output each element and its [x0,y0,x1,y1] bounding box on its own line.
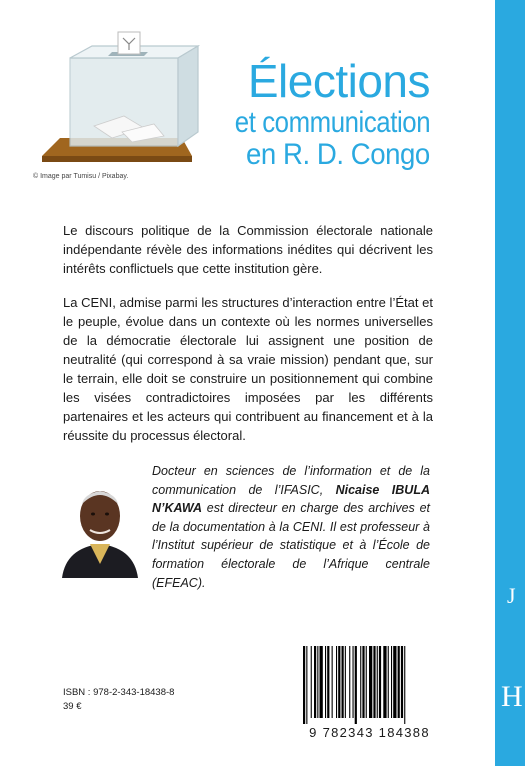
book-subtitle-line: en R. D. Congo [246,138,430,171]
barcode-bar [388,646,389,718]
barcode-bar [311,646,312,718]
summary-paragraph: La CENI, admise parmi les structures d’interaction entre l’État et le peuple, évolue dans un contexte où les normes universelles de la démocratie électorale lui assignent une position de neutralité (qui correspond à sa vraie mission) pendant que, sur le terrain, elle doit se construire un positionnement qui combine les visées contradictoires imposées par les différents partenaires et les acteurs qui contribuent au financement et à la réussite du processus électoral. [63,295,433,443]
spine-letter: J [507,583,516,608]
image-credit: © Image par Tumisu / Pixabay. [33,173,129,180]
barcode-bar [360,646,361,718]
barcode-bar [345,646,346,718]
barcode-bar [404,646,405,724]
author-photo [60,478,140,578]
barcode-bar [383,646,386,718]
barcode-bar [369,646,372,718]
spine-letter: H [501,680,523,713]
barcode-bar [342,646,344,718]
barcode-bar [314,646,316,718]
barcode-bar [353,646,354,718]
price-text: 39 € [63,701,82,712]
barcode-bar [393,646,396,718]
barcode-bar [336,646,337,718]
barcode-bar [303,646,305,724]
author-bio [152,462,430,592]
barcode-bar [338,646,340,718]
barcode-bar [306,646,307,724]
barcode-bar [332,646,333,718]
barcode-bar [320,646,323,718]
author-name: Nicaise IBULA N’KAWA [152,482,430,516]
publication-info [63,686,174,714]
barcode-bar [379,646,381,718]
book-spine [495,0,525,766]
barcode-bar [391,646,392,718]
isbn-text: ISBN : 978-2-343-18438-8 [63,687,175,698]
barcode-bar [317,646,318,718]
barcode-bar [373,646,375,718]
barcode-bar [366,646,367,718]
ballot-box-image [32,28,202,168]
barcode-image [300,644,440,724]
barcode-bar [355,646,357,724]
barcode-bar [327,646,329,718]
book-subtitle-line: et communication [234,106,430,139]
barcode-bar [401,646,403,718]
author-bio-text: est directeur en charge des archives et de la documentation à la CENI. Il est professeur à l’Institut supérieur de statistique et à l’École de formation électorale de l’Afrique centrale (EFEAC). [152,501,430,590]
barcode-bar [349,646,350,718]
barcode-bar [377,646,378,718]
book-title: Élections [247,55,430,107]
barcode-digits: 9 782343 184388 [309,725,430,740]
summary-paragraph: Le discours politique de la Commission électorale nationale indépendante révèle des informations inédites qui décrivent les intérêts conflictuels que cette institution gère. [63,223,433,276]
barcode-bar [398,646,400,718]
barcode-bar [325,646,326,718]
barcode-bar [362,646,364,718]
author-bio-text: Docteur en sciences de l’information et de la communication de l’IFASIC, [152,464,430,497]
